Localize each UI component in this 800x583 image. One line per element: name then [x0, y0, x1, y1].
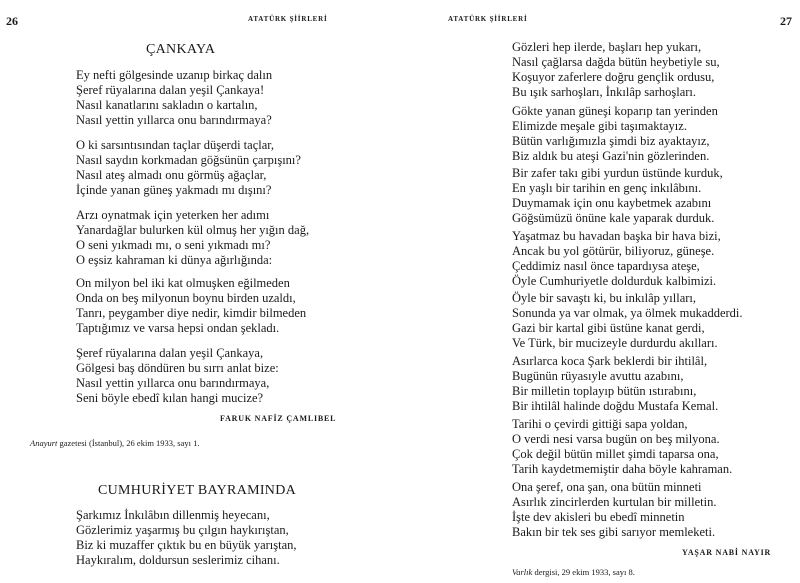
verse-line: O eşsiz kahraman ki dünya ağırlığında:	[76, 253, 273, 267]
verse-line: Bir milletin toplayıp bütün ıstırabını,	[512, 384, 697, 398]
verse-line: Tanrı, peygamber diye nedir, kimdir bilmeden	[76, 306, 307, 320]
right-page	[400, 0, 800, 583]
verse-line: Sonunda ya var olmak, ya ölmek mukadderdi.	[512, 306, 743, 320]
stanza	[76, 68, 272, 128]
stanza	[512, 291, 743, 351]
source-details: gazetesi (İstanbul), 26 ekim 1933, sayı 1.	[57, 438, 200, 448]
source-publication: Varlık	[512, 567, 533, 577]
verse-line: Bu ışık sarhoşları, İnkılâp sarhoşları.	[512, 85, 696, 99]
verse-line: Gözleri hep ilerde, başları hep yukarı,	[512, 40, 702, 54]
poem-title: ÇANKAYA	[146, 42, 216, 57]
verse-line: Nasıl kanatlarını sakladın o kartalın,	[76, 98, 258, 112]
verse-line: Biz ki muzaffer çıktık bu en büyük yarıştan,	[76, 538, 297, 552]
stanza	[76, 138, 301, 198]
verse-line: Onda on beş milyonun boynu birden uzaldı,	[76, 291, 296, 305]
verse-line: Taptığımız ve varsa hepsi ondan şekladı.	[76, 321, 280, 335]
verse-line: Ey nefti gölgesinde uzanıp birkaç dalın	[76, 68, 273, 82]
verse-line: Koşuyor zaferlere doğru gençlik ordusu,	[512, 70, 715, 84]
verse-line: Yaşatmaz bu havadan başka bir hava bizi,	[512, 229, 721, 243]
stanza	[512, 104, 718, 164]
verse-line: İçinde yanan güneş yakmadı mı dışını?	[76, 183, 272, 197]
verse-line: Bütün varlığımızla şimdi biz ayaktayız,	[512, 134, 710, 148]
verse-line: Tarihi o çevirdi gittiği sapa yoldan,	[512, 417, 688, 431]
verse-line: Nasıl ateş almadı onu görmüş ağaçlar,	[76, 168, 267, 182]
verse-line: Bugünün rüyasıyle avuttu azabını,	[512, 369, 684, 383]
verse-line: Gölgesi baş döndüren bu sırrı anlat bize:	[76, 361, 279, 375]
source-details: dergisi, 29 ekim 1933, sayı 8.	[532, 567, 635, 577]
verse-line: O seni yıkmadı mı, o seni yıkmadı mı?	[76, 238, 271, 252]
stanza	[76, 276, 306, 336]
stanza	[512, 354, 718, 414]
verse-line: Arzı oynatmak için yeterken her adımı	[76, 208, 270, 222]
verse-line: Gözlerimiz yaşarmış bu çılgın haykırıştan,	[76, 523, 289, 537]
poem-source	[512, 567, 635, 577]
verse-line: On milyon bel iki kat olmuşken eğilmeden	[76, 276, 290, 290]
verse-line: Şeref rüyalarına dalan yeşil Çankaya!	[76, 83, 265, 97]
poem-title: CUMHURİYET BAYRAMINDA	[98, 483, 297, 498]
verse-line: Gazi bir kartal gibi üstüne kanat gerdi,	[512, 321, 705, 335]
verse-line: Asırlarca koca Şark beklerdi bir ihtilâl,	[512, 354, 708, 368]
verse-line: Elimizde meşale gibi taşımaktayız.	[512, 119, 687, 133]
running-head: ATATÜRK ŞİİRLERİ	[448, 15, 528, 23]
verse-line: Bakın bir tek ses gibi sarıyor memleketi.	[512, 525, 716, 539]
verse-line: Asırlık zincirlerden kurtulan bir milletin.	[512, 495, 717, 509]
verse-line: Nasıl yettin yıllarca onu barındırmaya?	[76, 113, 272, 127]
stanza	[76, 508, 297, 568]
verse-line: Haykıralım, doldursun seslerimiz cihanı.	[76, 553, 280, 567]
verse-line: Seni böyle ebedî kılan hangi mucize?	[76, 391, 264, 405]
verse-line: Yanardağlar bulurken kül olmuş her yığın dağ,	[76, 223, 310, 237]
stanza	[512, 480, 716, 540]
source-publication: Anayurt	[30, 438, 58, 448]
verse-line: Nasıl yettin yıllarca onu barındırmaya,	[76, 376, 270, 390]
stanza	[512, 40, 720, 100]
poem-source	[30, 438, 200, 448]
verse-line: Öyle bir savaştı ki, bu inkılâp yılları,	[512, 291, 696, 305]
verse-line: Öyle Cumhuriyetle doldurduk kalbimizi.	[512, 274, 717, 288]
verse-line: Nasıl saydın korkmadan göğsünün çarpışını?	[76, 153, 301, 167]
verse-line: O ki sarsıntısından taçlar düşerdi taçlar,	[76, 138, 275, 152]
verse-line: Bir zafer takı gibi yurdun üstünde kurduk,	[512, 166, 723, 180]
verse-line: Nasıl çağlarsa dağda bütün heybetiyle su,	[512, 55, 720, 69]
verse-line: Şarkımız İnkılâbın dillenmiş heyecanı,	[76, 508, 270, 522]
verse-line: Tarih kaydetmemiştir daha böyle kahraman.	[512, 462, 733, 476]
page-number: 27	[780, 14, 792, 28]
verse-line: İşte dev akisleri bu ebedî minnetin	[512, 510, 685, 524]
poem-author: YAŞAR NABİ NAYIR	[682, 548, 772, 557]
stanza	[512, 229, 721, 289]
stanza	[76, 346, 279, 406]
page-number: 26	[6, 14, 18, 28]
stanza	[512, 417, 732, 477]
verse-line: Çok değil bütün millet şimdi taparsa ona,	[512, 447, 719, 461]
stanza	[76, 208, 309, 268]
verse-line: Ve Türk, bir mucizeyle durdurdu akılları.	[512, 336, 718, 350]
stanza	[512, 166, 723, 226]
poem-author: FARUK NAFİZ ÇAMLIBEL	[220, 414, 337, 423]
running-head: ATATÜRK ŞİİRLERİ	[248, 15, 328, 23]
verse-line: Göğsümüzü önüne kale yaparak durduk.	[512, 211, 715, 225]
verse-line: Gökte yanan güneşi koparıp tan yerinden	[512, 104, 718, 118]
verse-line: Biz aldık bu ateşi Gazi'nin gözlerinden.	[512, 149, 710, 163]
verse-line: En yaşlı bir tarihin en genç inkılâbını.	[512, 181, 702, 195]
verse-line: Çeddimiz nasıl önce tapardıysa ateşe,	[512, 259, 700, 273]
verse-line: Şeref rüyalarına dalan yeşil Çankaya,	[76, 346, 264, 360]
verse-line: Ona şeref, ona şan, ona bütün minneti	[512, 480, 702, 494]
verse-line: Bir ihtilâl halinde doğdu Mustafa Kemal.	[512, 399, 719, 413]
verse-line: O verdi nesi varsa bugün on beş milyona.	[512, 432, 720, 446]
verse-line: Duymamak için onu kaybetmek azabını	[512, 196, 712, 210]
verse-line: Ancak bu yol götürür, biliyoruz, güneşe.	[512, 244, 715, 258]
